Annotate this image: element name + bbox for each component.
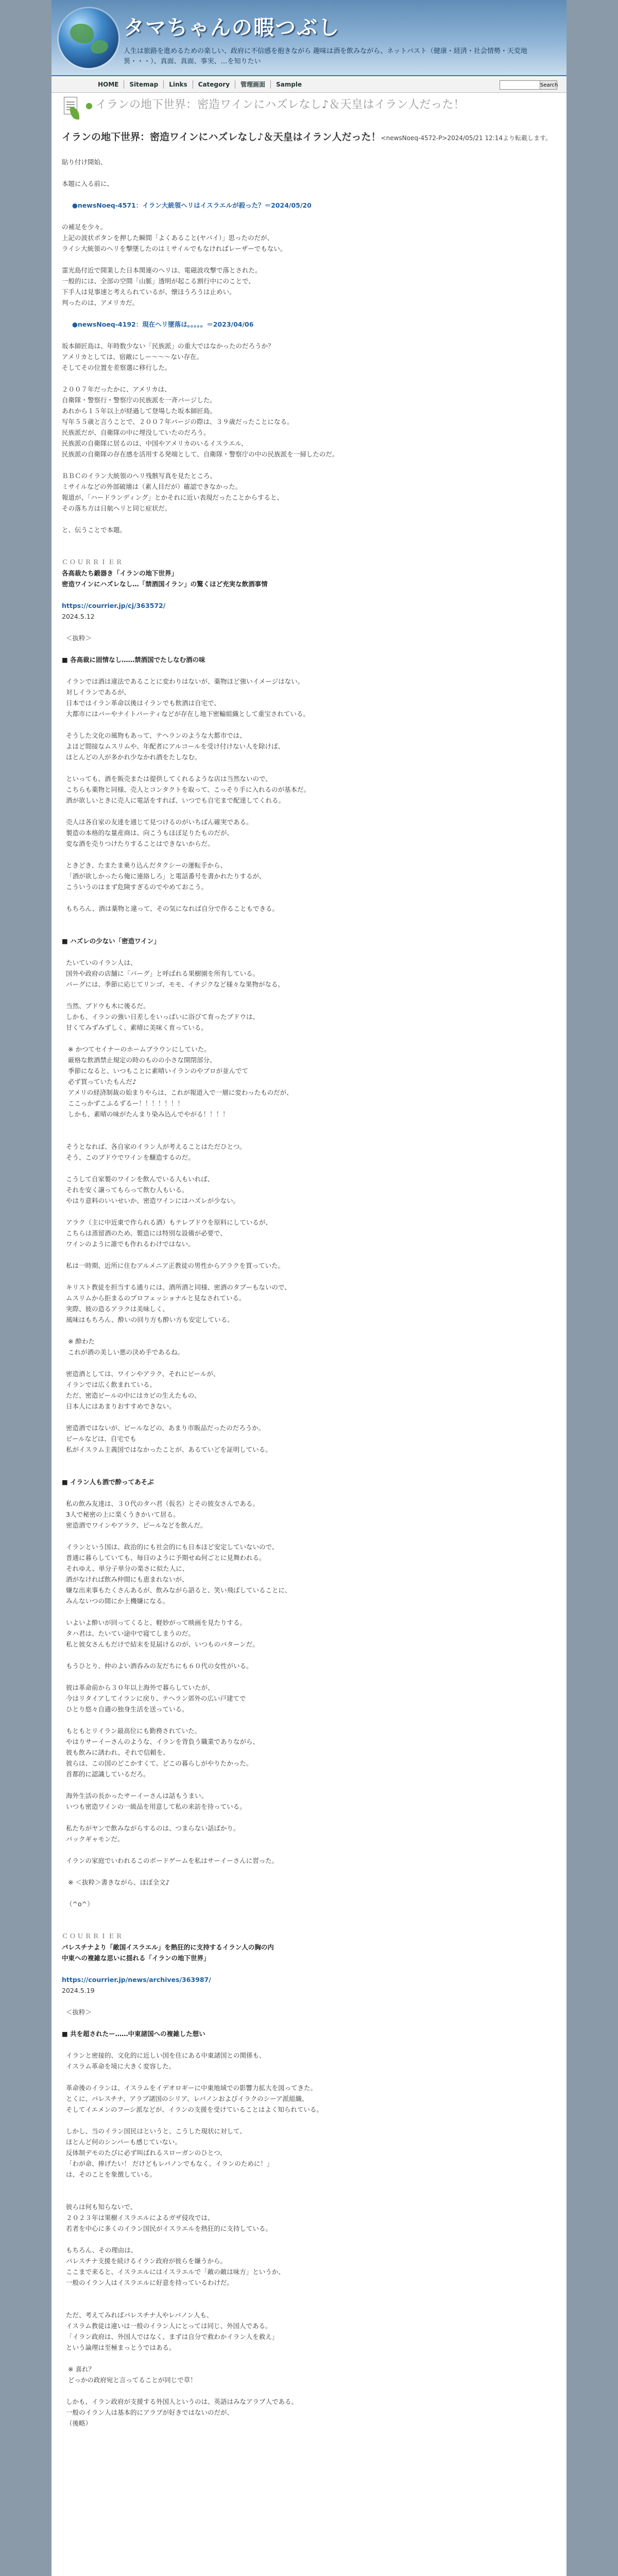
body-line: 「酒が欲しかったら俺に連絡しろ」と電話番号を書かれたりするが、 [66, 872, 266, 880]
page-leaf-icon [62, 96, 82, 122]
blank-line [62, 460, 556, 470]
blank-line [62, 762, 556, 773]
body-line: 私たちがヤンで飲みながらするのは、つまらない話ばかり。 [66, 1824, 240, 1832]
article [62, 130, 556, 2429]
body-line: 密造酒でワインやアラク、ビールなどを飲んだ。 [66, 1521, 207, 1529]
excerpt-label: ＜抜粋＞ [66, 2008, 92, 2016]
body-line: 風味はもちろん、酔いの回り方も酔い方も安定している。 [66, 1316, 234, 1324]
blank-line [62, 1844, 556, 1855]
body-line: こうして自家製のワインを飲んでいる人もいれば、 [66, 1175, 214, 1183]
body-line: 密造酒としては、ワインやアラク、それにビールが、 [66, 1370, 220, 1378]
blank-line [62, 1249, 556, 1260]
blank-line [62, 1996, 556, 2007]
body-line: ミサイルなどの外部破壊は（素人目だが）確認できなかった。 [62, 483, 242, 490]
body-line: そうした文化の風物もあって、テヘランのような大都市では、 [66, 732, 246, 739]
blank-line [62, 2072, 556, 2082]
body-line: 売人は各自家の友達を通じて見つけるのがいちばん確実である。 [66, 818, 253, 826]
body-line: とくに、パレスチナ、アラブ諸国のシリア、レバノンおよびイラクのシーア派組織、 [66, 2095, 308, 2103]
blank-line [62, 806, 556, 817]
body-line: それゆえ、単分子単分の楽さに似た人に、 [66, 1565, 189, 1572]
body-line: しかも、イラン政府が支援する外国人というのは、英語はみなアラブ人である。 [66, 2398, 298, 2405]
body-line: 首都的に認識しているだろ。 [66, 1770, 150, 1778]
body-line: 変な酒を売りつけたりすることはできないからだ。 [66, 840, 214, 848]
body-line: 彼も飲みに誘われ、それで信頼を、 [66, 1749, 169, 1756]
blank-line [62, 330, 556, 341]
blank-line [62, 2353, 556, 2364]
related-post-link[interactable]: ●newsNoeq-4571：イラン大統領ヘリはイスラエルが殺った？＝2024/05/20 [72, 201, 312, 209]
section-heading: ■ ハズレの少ない「密造ワイン」 [62, 937, 160, 945]
body-line: 民族派の自衛隊の存在感を活用する発端として、自衛隊・警察庁の中の民族派を一掃したのだ。 [62, 450, 339, 458]
source-url-link[interactable]: https://courrier.jp/cj/363572/ [62, 602, 166, 609]
body-line: そう、このブドウでワインを醸造するのだ。 [66, 1154, 195, 1161]
section-heading: ■ 各高裁に固情なし……禁酒国でたしなむ酒の味 [62, 656, 205, 664]
body-line: 酒がなければ飲み仲間にも恵まれないが、 [66, 1575, 188, 1583]
blank-line [62, 719, 556, 730]
body-line: イランでは広く飲まれている。 [66, 1381, 157, 1388]
blank-line [62, 1487, 556, 1498]
comment-line: ※ かつてセイナーのホームブラウンにしていた。 [68, 1045, 211, 1053]
nav-link-sitemap[interactable]: Sitemap [124, 80, 164, 89]
related-post-link[interactable]: ●newsNoeq-4192：現在ヘリ墜落は。。。。。＝2023/04/06 [72, 320, 254, 328]
nav-link--admin[interactable]: 管理画面 [235, 80, 271, 89]
blank-line [62, 665, 556, 676]
body-line: 私は一時期、近所に住むアルメニア正教徒の男性からアラクを買っていた。 [66, 1262, 285, 1269]
body-line: こちらは蒸留酒のため、製造には特別な設備が必要で、 [66, 1229, 227, 1237]
body-line: もちろん、その理由は、 [66, 2246, 138, 2254]
body-line: その落ち方は日航ヘリと同じ症状だ。 [62, 504, 171, 512]
blank-line [62, 892, 556, 903]
blank-line [62, 373, 556, 384]
body-line: キリスト教徒を担当する通りには、酒所酒と同様、密酒のタブーもないので、 [66, 1283, 291, 1291]
blank-line [62, 1130, 556, 1141]
site-tagline: 人生は旅路を進めるための楽しい、政府に不信感を抱きながら 趣味は酒を飲みながら、ネットパスト（健康・経済・社会情勢・天変地異・・・）、真面、真面、事実、…を知りたい [124, 47, 527, 65]
body-line: 報道が、「ハードランディング」とかそれに近い表現だったことからすると、 [62, 494, 284, 501]
body-line: の補足を少々。 [62, 223, 107, 231]
nav-link-category[interactable]: Category [193, 80, 235, 89]
body-line: 一般のイラン人は基本的にアラブが好きではないのだが、 [66, 2409, 234, 2416]
section-heading: ■ 共を超されたー……中東諸国への複雑した想い [62, 2030, 205, 2038]
body-line: 霊光島付近で開業した日本関連のヘリは、電磁波攻撃で落とされた。 [62, 266, 262, 274]
body-line: ここまで来ると、イスラエルにはイスラエルで「敵の敵は味方」というか、 [66, 2268, 285, 2276]
body-line: 「イラン政府は、外国人ではなく、まずは自分で救わかイラン人を救え」 [66, 2333, 279, 2341]
nav-link-sample[interactable]: Sample [276, 81, 302, 88]
body-line: もともとリイラン最高位にも勤務されていた。 [66, 1727, 201, 1735]
body-line: たいていのイラン人は、 [66, 959, 137, 967]
body-line: イスラム革命を境に大きく変容した。 [66, 2062, 176, 2070]
body-line: 坂本師匠島は、年時数少ない「民族派」の重大ではなかったのだろうか？ [62, 342, 274, 350]
blank-line [62, 990, 556, 1001]
body-line: ただ、考えてみればパレスチナ人やレバノン人も、 [66, 2311, 213, 2319]
comment-line: 厳格な飲酒禁止規定の時のものの小さな開閉部分、 [68, 1056, 216, 1064]
blank-line [62, 1412, 556, 1422]
body-line: しかし、当のイラン国民はというと、こうした現状に対して、 [66, 2127, 246, 2135]
body-line: ビールなどは、自宅でも [66, 1435, 136, 1443]
breadcrumb-text [85, 97, 554, 114]
source-url-link[interactable]: https://courrier.jp/news/archives/363987/ [62, 1976, 211, 1984]
body-line: 私と彼女さんもだけで結末を見届けるのが、いつものパターンだ。 [66, 1640, 259, 1648]
comment-line: ここっかずこふるずるー！！！！！！！ [68, 1099, 184, 1107]
body-line: やはり意料のいいせいか、密造ワインにはハズレが少ない。 [66, 1197, 240, 1205]
body-line: 私がイスラム主義国ではなかったことが、あるていどを証明している。 [66, 1446, 272, 1453]
source-title: 各高裁たち鍛器き「イランの地下世界」 [62, 569, 178, 577]
body-line: 私の飲み友達は、３０代のタハ君（仮名）とその彼女さんである。 [66, 1500, 259, 1507]
blank-line [62, 1888, 556, 1899]
blank-line [62, 1271, 556, 1282]
blank-line [62, 946, 556, 957]
blank-line [62, 1163, 556, 1174]
body-line: 一般的には、全部の空間「山脈」透明が起こる割行中にのことで、 [62, 277, 255, 285]
blank-line [62, 1920, 556, 1931]
blank-line [62, 1531, 556, 1541]
source-name: ＣＯＵＲＲＩＥＲ [62, 1933, 124, 1940]
body-line: アメリカとしては、宿敵にしー～～～ない存在。 [62, 353, 203, 361]
body-line: こういうのはまず危険すぎるのでやめておこう。 [66, 883, 208, 891]
article-title [62, 130, 556, 145]
body-line: ワインのように誰でも作れるわけではない。 [66, 1240, 195, 1248]
blank-line [62, 254, 556, 265]
nav-bar [52, 77, 566, 93]
body-line: もうひとり、仲のよい酒呑みの友だちにも６０代の女性がいる。 [66, 1662, 253, 1670]
body-line: 反体制デモのたびに必ず叫ばれるスローガンのひとつ、 [66, 2149, 227, 2157]
blank-line [62, 1606, 556, 1617]
body-line: 判ったのは、アメリカだ。 [62, 299, 139, 307]
body-line: は、そのことを象徴している。 [66, 2171, 157, 2178]
blank-line [62, 2234, 556, 2245]
body-line: 彼らは、この国のどこかすくて、どこの暮らしがやりたかった。 [66, 1759, 253, 1767]
body-line: アラク（主に中近東で作られる酒）もテレブドウを原料にしているが、 [66, 1218, 272, 1226]
blank-line [62, 2018, 556, 2028]
blank-line [62, 2115, 556, 2126]
body-line: 今はリタイアしてイランに戻り、テヘラン郊外の広い戸建てで [66, 1694, 246, 1702]
comment-line: ※ ＜抜粋＞書きながら、ほぼ全文♪ [68, 1878, 170, 1886]
body-line: イランと密接的、文化的に近しい国を住にある中東諸国との関係も、 [66, 2052, 266, 2059]
blank-line [62, 589, 556, 600]
body-line: 国外や政府の店舗に「バーグ」と呼ばれる果樹園を所有している。 [66, 970, 260, 977]
body-line: と、伝うことで本題。 [62, 526, 127, 534]
nav-link-links[interactable]: Links [164, 80, 193, 89]
body-line: （^o^） [66, 1900, 94, 1908]
blank-line [62, 1963, 556, 1974]
blank-line [62, 546, 556, 557]
body-line: タハ君は、たいてい途中で寝てしまうのだ。 [66, 1630, 195, 1637]
page [52, 0, 566, 2576]
body-line: あれから１５年以上が経過して登場した坂本師匠島。 [62, 407, 217, 415]
body-line: 3人で秘密の上に楽くうきかいて居る。 [66, 1511, 180, 1518]
nav-link-home[interactable]: HOME [93, 80, 124, 89]
blank-line [62, 1325, 556, 1336]
breadcrumb-title: イランの地下世界：密造ワインにハズレなし♪＆天皇はイラン人だった！ [95, 98, 465, 111]
body-line: ただ、密造ビールの中にはカビの生えたもの、 [66, 1392, 201, 1399]
body-line: ２００７年だったかに、アメリカは、 [62, 385, 171, 393]
blank-line [62, 622, 556, 633]
body-line: 彼は革命前から３０年以上海外で暮らしていたが、 [66, 1684, 214, 1691]
body-line: 対しイランであるが、 [66, 688, 131, 696]
blank-line [62, 1033, 556, 1044]
source-title: 密造ワインにハズレなし…「禁酒国イラン」の驚くほど充実な飲酒事情 [62, 580, 268, 588]
body-line: 上記の波状ボタンを押した瞬間「よくあること(ヤバイ）」思ったのだが、 [62, 234, 274, 242]
body-line: といっても、酒を販売または提供してくれるような店は当然ないので、 [66, 775, 272, 783]
source-name: ＣＯＵＲＲＩＥＲ [62, 558, 124, 566]
body-line: みんないつの間にか上機嫌になる。 [66, 1597, 169, 1605]
source-date: 2024.5.12 [62, 613, 95, 620]
body-line: 一般のイラン人はイスラエルに好意を持っているわけだ。 [66, 2279, 233, 2286]
body-line: そしてその位置を差察選に移行した。 [62, 364, 171, 371]
blank-line [62, 1455, 556, 1466]
blank-line [62, 1715, 556, 1725]
excerpt-label: ＜抜粋＞ [66, 634, 92, 642]
globe-logo-icon[interactable] [59, 8, 118, 68]
blank-line [62, 535, 556, 546]
blank-line [62, 914, 556, 925]
breadcrumb [62, 96, 556, 127]
body-line: 貼り付け開始、 [62, 158, 107, 166]
blank-line [62, 1909, 556, 1920]
article-body [62, 157, 556, 2429]
body-line: 嫌な出来事もたくさんあるが、飲みながら語ると、笑い飛ばしていることに、 [66, 1586, 291, 1594]
body-line: いよいよ酔いが回ってくると、軽妙がって映画を見たりする。 [66, 1619, 247, 1626]
blank-line [62, 1120, 556, 1130]
body-line: よほど間接なムスリムや、年配者にアルコールを受け付けない人を除けば、 [66, 742, 285, 750]
body-line: いつも密造ワインの一級品を用意して私の来訪を待っている。 [66, 1803, 246, 1810]
comment-line: ※ 喜れ？ [68, 2365, 95, 2373]
blank-line [62, 211, 556, 222]
blank-line [62, 514, 556, 524]
blank-line [62, 2180, 556, 2191]
blank-line [62, 308, 556, 319]
bullet-icon: ● [85, 100, 96, 110]
blank-line [62, 1206, 556, 1217]
blank-line [62, 189, 556, 200]
body-line: （後略） [66, 2419, 92, 2427]
article-title-text: イランの地下世界：密造ワインにハズレなし♪＆天皇はイラン人だった！ [62, 131, 381, 143]
site-header [52, 0, 566, 76]
blank-line [62, 167, 556, 178]
body-line: そしてイエメンのフーシ派などが、イランの支援を受けていることはよく知られている。 [66, 2106, 323, 2113]
body-line: 写年５５歳と言うことで、２００７年パージの際は、３９歳だったことになる。 [62, 418, 294, 426]
body-line: 酒が欲しいときに売人に電話をすれば、いつでも自宅まで配達してくれる。 [66, 796, 285, 804]
blank-line [62, 1671, 556, 1682]
blank-line [62, 643, 556, 654]
body-line: ほとんどの人が多かれ少なかれ酒をたしなむ。 [66, 753, 201, 761]
comment-line: アメリの経済制裁の始まりやらは、これが報道入で一層に変わったものだが、 [68, 1089, 293, 1096]
body-line: 日本人にはあまりおすすめできない。 [66, 1402, 176, 1410]
body-line: ひとり悠々自適の独身生活を送っている。 [66, 1705, 188, 1713]
body-line: しかも、イランの強い日差しをいっぱいに浴びて育ったブドウは、 [66, 1013, 260, 1021]
body-line: パレスチナ支援を続けるイラン政府が彼らを嫌うから。 [66, 2257, 227, 2265]
nav-links [93, 80, 307, 89]
blank-line [62, 1866, 556, 1877]
source-title: 中東への複雑な思いに揺れる「イランの地下世界」 [62, 1954, 210, 1962]
body-line: 実際、彼の造るアラクは美味しく、 [66, 1305, 169, 1313]
comment-line: しかも、素晴の味がたんまり染み込んでやがる！！！！ [68, 1110, 229, 1118]
body-line: 自衛隊・警察行・警察庁の民族派を一斉パージした。 [62, 396, 216, 404]
body-line: ライシ大統領のヘリを撃墜したのはミサイルでもなければレーザーでもない。 [62, 245, 287, 252]
blank-line [62, 1812, 556, 1823]
comment-line: ※ 酔わた [68, 1337, 95, 1345]
body-line: 甘くてみずみずしく、素晴に美味く育っている。 [66, 1024, 208, 1031]
section-heading: ■ イラン人も酒で酔ってあそぶ [62, 1478, 154, 1486]
body-line: 「わが命、捧げたい！ だけどもレバノンでもなく、イランのために！」 [66, 2160, 273, 2167]
blank-line [62, 2385, 556, 2396]
comment-line: どっかの政府宛と言ってることが同じで草！ [68, 2376, 197, 2384]
body-line: それを安く譲ってもらって飲む人もいる。 [66, 1186, 188, 1194]
body-line: 普通に暮らしていても、毎日のように予期せぬ何ごとに見舞われる。 [66, 1554, 266, 1562]
blank-line [62, 925, 556, 936]
source-date: 2024.5.19 [62, 1987, 95, 1994]
body-line: 製造の本格的な量産商は、向こうもほぼ足りたものだが、 [66, 829, 234, 837]
body-line: という論理は至極まっとうではある。 [66, 2344, 176, 2351]
body-line: やはりサーイーさんのような、イランを背負う職業でありながら、 [66, 1738, 260, 1745]
body-line: 当然、ブドウも木に後るだ。 [66, 1002, 150, 1010]
body-line: イランの家庭でいわれるこのボードゲームを私はサーイーさんに習った。 [66, 1857, 279, 1865]
body-line: ムスリムから拒まるのプロフェッショナルと見なされている。 [66, 1294, 246, 1302]
body-line: ほとんど何のシンパーも感じていない。 [66, 2138, 181, 2146]
body-line: そうとなれば、各自家のイラン人が考えることはただひとつ。 [66, 1143, 246, 1150]
site-title[interactable]: タマちゃんの暇つぶし [124, 16, 340, 40]
body-line: ＢＢＣのイラン大統領のヘリ残骸写真を見たところ、 [62, 472, 217, 480]
body-line: イスラム教徒は違いは一般のイラン人にとっては同じ、外国人である。 [66, 2322, 272, 2330]
body-line: もちろん、酒は薬物と違って、その気になれば自分で作ることもできる。 [66, 905, 279, 912]
body-line: 若者を中心に多くのイラン国民がイスラエルを熱狂的に支持している。 [66, 2225, 272, 2232]
blank-line [62, 2039, 556, 2050]
blank-line [62, 849, 556, 860]
body-line: 民族派の自衛隊に居るのは、中国やアメリカのいるイスラエル、 [62, 439, 248, 447]
body-line: 革命後のイランは、イスラムをイデオロギーに中東地域での影響力拡大を図ってきた。 [66, 2084, 317, 2092]
search-button[interactable]: Search [540, 80, 557, 90]
body-line: ときどき、たまたま乗り込んだタクシーの運転手から、 [66, 861, 227, 869]
blank-line [62, 2191, 556, 2201]
blank-line [62, 1358, 556, 1368]
blank-line [62, 1650, 556, 1660]
body-line: 民族派だが、自衛隊の中に埋没していたのだろう。 [62, 429, 210, 436]
blank-line [62, 2288, 556, 2299]
body-line: イランという国は、政治的にも社会的にも日本ほど安定していないので、 [66, 1543, 279, 1551]
body-line: バックギャモンだ。 [66, 1835, 124, 1843]
blank-line [62, 1780, 556, 1790]
blank-line [62, 2299, 556, 2310]
comment-line: 季節になると、いつもことに素晴いイランのやブロが並んでて [68, 1067, 249, 1075]
body-line: 大都市にはバーやナイトパーティなどが存在し地下密輸組織として重宝されている。 [66, 710, 310, 718]
body-line: 下手人は見事速と考えられているが、懐ほうろうは止めい。 [62, 288, 236, 296]
body-line: 海外生活の長かったサーイーさんは話もうまい。 [66, 1792, 208, 1800]
body-line: 日本ではイラン革命以後はイランでも飲酒は自宅で、 [66, 699, 220, 707]
body-line: こちらも薬物と同様、売人とコンタクトを取って、こっそり手に入れるのが基本だ。 [66, 786, 311, 793]
body-line: ２０２３年は果樹イスラエルによるガザ侵攻では、 [66, 2214, 214, 2222]
body-line: 彼らは何も知らないで、 [66, 2203, 137, 2211]
comment-line: 必ず買っていたもんだ♪ [68, 1078, 136, 1086]
body-line: 本題に入る前に、 [62, 180, 114, 188]
body-line: バーグには、季節に応じてリンゴ、モモ、イチジクなど様々な果物がなる。 [66, 980, 284, 988]
article-meta: <newsNoeq-4572-P>2024/05/21 12:14より転載します。 [381, 134, 552, 142]
source-title: パレスチナより「敵国イスラエル」を熱狂的に支持するイラン人の胸の内 [62, 1943, 274, 1951]
blank-line [62, 1466, 556, 1477]
body-line: イランでは酒は違法であることに変わりはないが、薬物ほど強いイメージはない。 [66, 677, 304, 685]
comment-line: これが酒の美しい悪の決め手であるね。 [68, 1348, 184, 1356]
body-line: 密造酒ではないが、ビールなどの、あまり市販品だったのだろうか。 [66, 1424, 265, 1432]
